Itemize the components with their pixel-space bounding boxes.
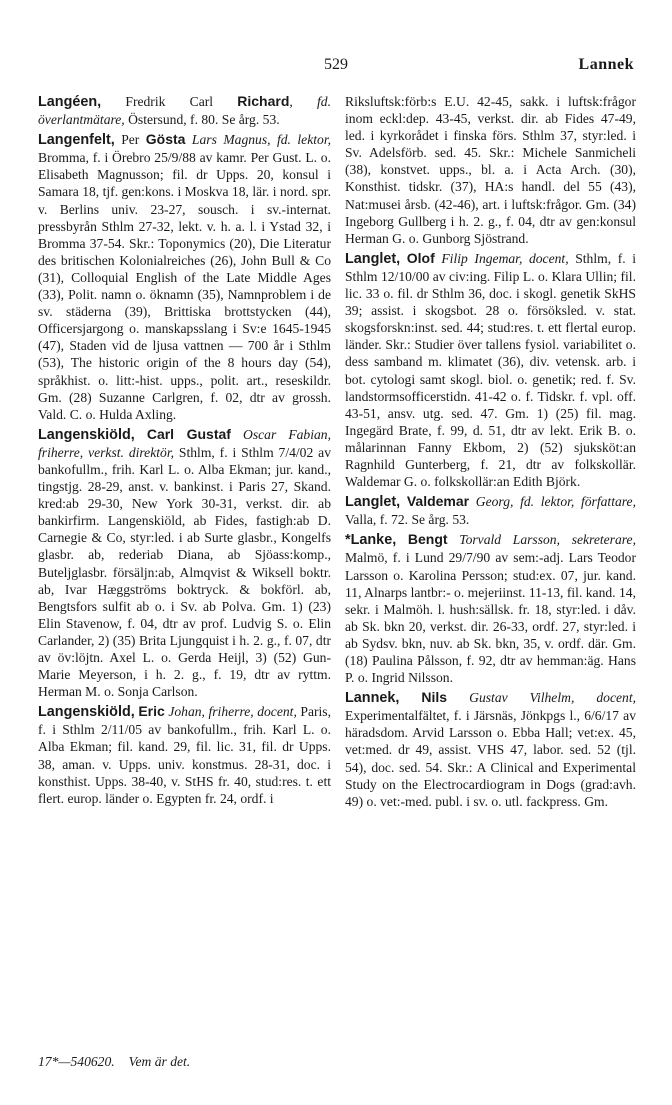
entry-call-name: Eric: [138, 703, 165, 720]
entry-continuation: [345, 93, 636, 247]
entry: [345, 689, 636, 810]
entry-call-name: Gösta: [145, 131, 186, 148]
entry-given-name: [396, 532, 408, 547]
entry: [345, 493, 636, 528]
entry: [38, 93, 331, 128]
running-head: Lannek: [578, 56, 634, 73]
page-number: 529: [324, 56, 348, 73]
entry-given-name: Fredrik Carl: [101, 94, 238, 109]
page-footer: [38, 1054, 190, 1070]
entry-body: Sthlm, f. i Sthlm 7/4/02 av bankofullm., frih. Karl L. o. Alba Ekman; jur. kand., tingstjg. 28-29, anst. v. bankinst. i Paris 27, Skand. kred:ab 29-30, New York 30-31, verkst. dir. ab bankirfirm. Langenskiöld, ab Fides, fastigh:ab D. Carnegie & Co, styr:led. i ab Surte glasbr., Kongelfs glasbr. ab, rederiab Diana, ab Sjöass:komp., Buteljglasbr. försäljn:ab, Almqvist & Wiksell boktr. ab, Ivar Hæggströms boktryck. & bokförl. ab, Bengtsfors sulfit ab o. i Sv. ab Polva. Gm. 1) (23) Elin Stavenow, f. 04, dtr av prof. Ludvig S. o. Elin Carlander, 2) (35) Brita Ljungquist i h. 2. g., f. 07, dtr av öv:löjtn. Axel L. o. Gerda Heijl, 3) (52) Gun-Marie Meyerson, i h. 2. g., f. 19, dtr av ryttm. Herman M. o. Sonja Carlson.: [38, 444, 331, 700]
entry-body: Bromma, f. i Örebro 25/9/88 av kamr. Per Gust. L. o. Elisabeth Magnusson; fil. dr Upps. 20, konsul i Samara 18, tjf. gen:kons. i Moskva 18, lär. i nord. spr. v. Berlins univ. 23-27, sousch. i sv.-internat. pressbyrån Sthlm 27-32, lekt. v. h. a. l. i Ystad 32, i Bromma 37-54. Skr.: Toponymics (20), Die Literatur des britischen Kolonialreiches (26), John Bull & Co (31), Colloquial English of the Late Middle Ages (33), Polit. namn o. öknamn (35), Namnproblem i de sv. städerna (39), Brittiska brottstycken (44), Officersjargong o. manskapsslang i Sv:e 1645-1945 (47), Staden vid de ljusa vattnen — 700 år i Sthlm (53), The historic origin of the 8 hours day (54), språkhist. o. litt:-hist. upps., polit. art., reseskildr. Gm. (28) Suzanne Carlgren, f. 02, dtr av grossh. Vald. C. o. Hulda Axling.: [38, 150, 331, 422]
entry-call-name: Valdemar: [406, 493, 470, 510]
entry-body: Riksluftsk:förb:s E.U. 42-45, sakk. i luftsk:frågor inom eckl:dep. 43-45, verkst. dir. ab Fides 47-49, led. i kyrkorådet i finska förs. Sthlm 37, styr:led. i Sv. Adelsförb. sed. 45. Skr.: Michele Sanmicheli (38), konstvet. upps., bl. a. i Acta Arch. (30), Konsthist. tidskr. (37), HA:s handl. del 55 (43), Nat:musei årsb. (42-46), art. i luftsk:frågor. Gm. (34) Ingeborg Gullberg i h. 2. g., f. 04, dtr av gen:konsul Herman G. o. Gunborg Sjöstrand.: [345, 94, 636, 246]
entry-title: Lars Magnus, fd. lektor,: [185, 132, 331, 148]
left-column: [38, 93, 331, 810]
entry-call-name: Carl Gustaf: [146, 425, 231, 442]
entry-body: Östersund, f. 80. Se årg. 53.: [124, 112, 280, 128]
entry-call-name: Nils: [421, 689, 448, 706]
entry: [38, 703, 331, 807]
entry-title: , fd. överlantmätare,: [38, 94, 331, 128]
entry-title: Gustav Vilhelm, docent,: [447, 690, 636, 706]
entry-call-name: Richard: [237, 93, 290, 109]
right-column: [345, 93, 636, 813]
entry-given-name: [400, 494, 407, 509]
entry-given-name: [400, 251, 407, 266]
entry-title: Johan, friherre, docent,: [164, 704, 297, 720]
entry: [38, 131, 331, 423]
entry-given-name: [135, 427, 147, 442]
entry-body: Sthlm, f. i Sthlm 12/10/00 av civ:ing. Filip L. o. Klara Ullin; fil. lic. 33 o. fil. dr Sthlm 36, doc. i skogl. genetik SkHS 39; assist. i skogsbot. 28 o. försöksled. v. stat. skogsforskn:inst. sed. 44; stud:res. t. ett flertal europ. länder. Skr.: Studier över tallens fysiol. variabilitet o. dess samband m. klimatet (36), div. vetensk. arb. i bot. cytologi samt skogl. biol. o. genetik; red. f. Sv. landstormsofficerstidn. 41-42 o. f. Tidskr. f. vpl. off. 43-51, ansv. utg. sed. 47. Gm. 1) (25) fil. mag. Ingegärd Brate, f. 99, d. 51, dtr av lekt. Erik B. o. målarinnan Fanny Ekbom, 2) (52) sjuksköt:an Ragnhild Gunterberg, f. 21, dtr av folkskollär. Waldemar G. o. folkskollär:an Edith Björk.: [345, 250, 636, 490]
printer-signature: 17*—540620.: [38, 1054, 115, 1069]
entry-surname: Langenfelt,: [38, 132, 115, 149]
entry-title: Georg, fd. lektor, författare,: [469, 494, 636, 510]
entry-given-name: Per: [114, 132, 146, 148]
entry-body: Paris, f. i Sthlm 2/11/05 av bankofullm., frih. Karl L. o. Alba Ekman; fil. kand. 29, fil. lic. 31, fil. dr Upps. 38, aman. v. Upps. univ. konstmus. 28-31, doc. i konsthist. Upps. 38-40, v. StHS fr. 40, stud:res. t. ett flert. europ. länder o. Egypten fr. 24, ordf. i: [38, 704, 331, 806]
entry-body: Experimentalfältet, f. i Järsnäs, Jönkpgs l., 6/6/17 av häradsdom. Arvid Larsson o. Ebba Hall; vet:ex. 45, vet:med. dr 49, assist. VHS 47, labor. sed. 52 (tjl. 54), doc. sed. 54. Skr.: A Clinical and Experimental Study on the Electrocardiogram in Dogs (grad:avh. 49) o. vet:-med. publ. i sv. o. utl. fackpress. Gm.: [345, 708, 636, 809]
entry-call-name: Bengt: [407, 531, 448, 548]
entry-surname: Langlet,: [345, 494, 401, 511]
entry-surname: *Lanke,: [345, 532, 397, 549]
entry-title: Torvald Larsson, sekreterare,: [447, 532, 636, 548]
entry: [345, 250, 636, 490]
entry-surname: Langenskiöld,: [38, 704, 135, 721]
entry-surname: Langlet,: [345, 250, 401, 267]
entry-call-name: Olof: [406, 249, 435, 266]
entry-title: Oscar Fabian, friherre, verkst. direktör,: [38, 426, 331, 460]
entry-surname: Langéen,: [38, 94, 102, 110]
footer-note: Vem är det.: [128, 1054, 191, 1069]
entry-given-name: [399, 690, 421, 705]
entry: [38, 426, 331, 701]
entry-body: Malmö, f. i Lund 29/7/90 av sem:-adj. Lars Teodor Larsson o. Karolina Persson; stud:ex. 07, jur. kand. 11, Alnarps lantbr:- o. mejeriinst. 11-13, fil. kand. 14, sekr. i Malmöh. l. hush:sällsk. fr. 18, styr:led. i dåv. ab Sk. bkn 20, verkst. dir. 26-33, ordf. 27, styr:led. i ab Sydsv. bkn, nuv. ab Sk. bkn, 35, v. ordf. där. Gm. (18) Paulina Pålsson, f. 92, dtr av hemman:äg. Hans P. o. Ingrid Nilsson.: [345, 550, 636, 686]
entry-body: Valla, f. 72. Se årg. 53.: [345, 512, 470, 528]
entry-surname: Langenskiöld,: [38, 426, 135, 443]
entry: [345, 531, 636, 686]
entry-title: Filip Ingemar, docent,: [434, 250, 569, 266]
entry-surname: Lannek,: [345, 690, 400, 707]
